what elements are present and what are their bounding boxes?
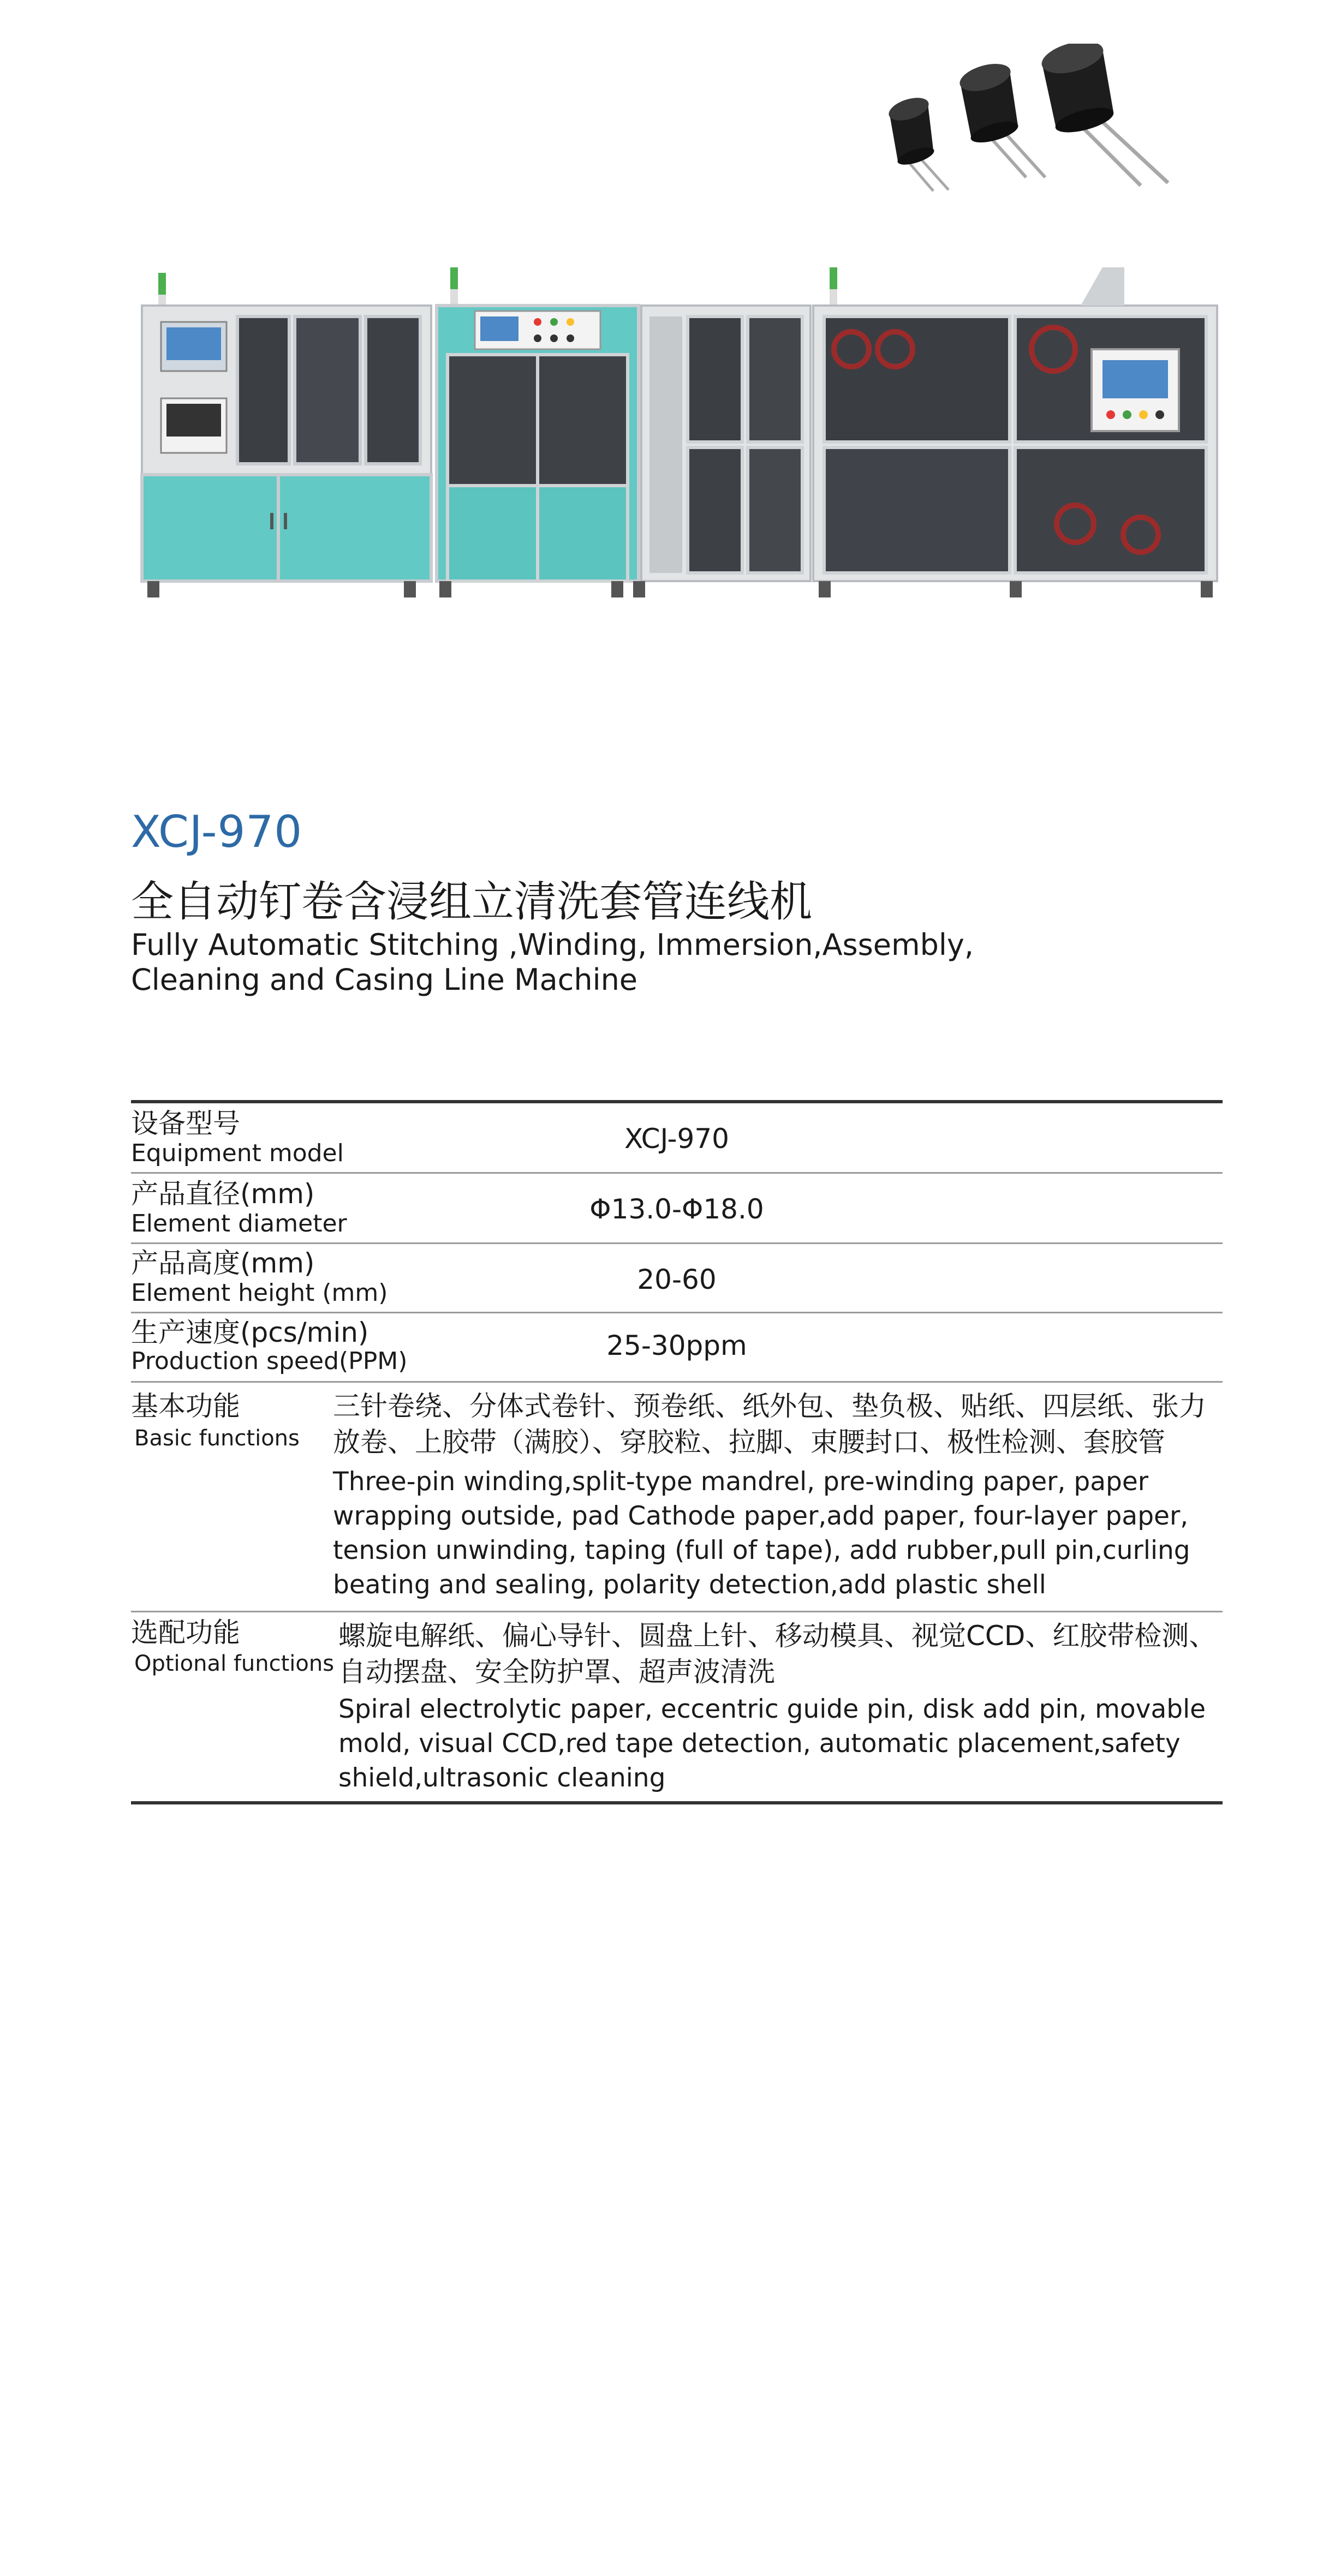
function-label-cn: 基本功能 — [131, 1390, 240, 1422]
function-label-en: Optional functions — [134, 1651, 335, 1676]
function-label-cn: 选配功能 — [131, 1617, 240, 1648]
machine-module-4 — [813, 267, 1217, 581]
product-title-cn: 全自动钉卷含浸组立清洗套管连线机 — [131, 877, 813, 927]
capacitor-small — [886, 93, 949, 191]
spec-row-model — [131, 1103, 1223, 1174]
product-title-en-line2: Cleaning and Casing Line Machine — [131, 963, 638, 997]
product-title-en — [131, 928, 1113, 997]
product-title-en-line1: Fully Automatic Stitching ,Winding, Immersion,Assembly, — [131, 928, 974, 962]
spec-value: 25-30ppm — [606, 1330, 747, 1361]
spec-value: 20-60 — [637, 1264, 717, 1295]
signal-lights — [158, 267, 837, 306]
machine-module-1 — [142, 306, 431, 581]
spec-row-diameter — [131, 1174, 1223, 1244]
machine-module-3 — [641, 306, 810, 581]
spec-label-cn: 设备型号 — [131, 1108, 240, 1139]
spec-label-cn: 产品高度(mm) — [131, 1247, 315, 1279]
function-desc-en: Three-pin winding,split-type mandrel, pre-winding paper, paper wrapping outside, pad Cathode paper,add paper, four-layer paper, tension unwinding, taping (full of tape), add rubber,pull pin,curling beating and sealing, polarity detection,add plastic shell — [333, 1467, 1190, 1600]
machine-module-2 — [437, 306, 639, 581]
capacitor-large — [1038, 44, 1168, 186]
product-model: XCJ-970 — [131, 806, 303, 857]
spec-row-optional-functions — [131, 1612, 1223, 1801]
capacitor-medium — [957, 59, 1045, 177]
spec-label-en: Equipment model — [131, 1139, 344, 1167]
spec-label-en: Production speed(PPM) — [131, 1347, 408, 1375]
spec-value: XCJ-970 — [624, 1123, 729, 1155]
function-label-en: Basic functions — [134, 1426, 300, 1451]
spec-label-en: Element height (mm) — [131, 1279, 388, 1307]
capacitors-image — [868, 44, 1217, 202]
function-desc-en: Spiral electrolytic paper, eccentric guide pin, disk add pin, movable mold, visual CCD,red tape detection, automatic placement,safety shield,ultrasonic cleaning — [338, 1694, 1206, 1793]
function-desc-cn: 螺旋电解纸、偏心导针、圆盘上针、移动模具、视觉CCD、红胶带检测、自动摆盘、安全防护罩、超声波清洗 — [338, 1620, 1217, 1688]
machine-feet — [147, 581, 1213, 597]
spec-label-cn: 生产速度(pcs/min) — [131, 1317, 369, 1348]
spec-label-en: Element diameter — [131, 1210, 347, 1238]
spec-row-speed — [131, 1313, 1223, 1383]
machine-image — [131, 256, 1223, 627]
spec-row-basic-functions — [131, 1383, 1223, 1612]
spec-value: Φ13.0-Φ18.0 — [589, 1193, 764, 1225]
function-desc-cn: 三针卷绕、分体式卷针、预卷纸、纸外包、垫负极、贴纸、四层纸、张力放卷、上胶带（满胶）、穿胶粒、拉脚、束腰封口、极性检测、套胶管 — [333, 1390, 1206, 1458]
spec-row-height — [131, 1244, 1223, 1313]
spec-label-cn: 产品直径(mm) — [131, 1178, 315, 1210]
spec-table — [131, 1100, 1223, 1804]
